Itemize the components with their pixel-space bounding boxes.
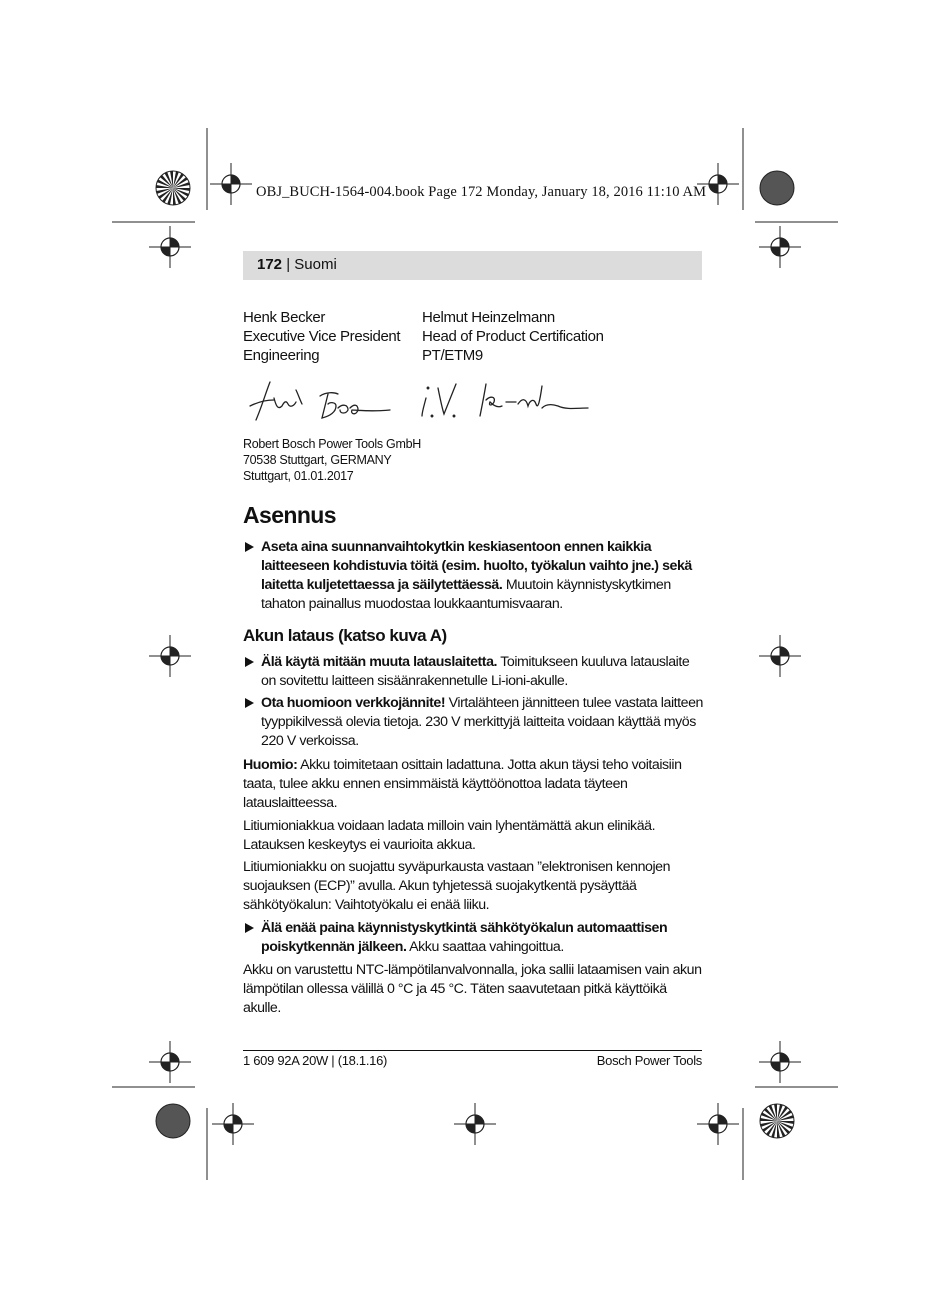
registration-mark-icon	[697, 1103, 739, 1145]
registration-mark-icon	[149, 1041, 191, 1083]
signatory-title: Head of Product Certification	[422, 328, 604, 345]
signatory-title: Executive Vice President	[243, 328, 401, 345]
signatory-name: Helmut Heinzelmann	[422, 309, 555, 326]
paragraph: Akku on varustettu NTC-lämpötilanvalvonnalla, joka sallii lataamisen vain akun lämpötilan ollessa välillä 0 °C ja 45 °C. Täten saavutetaan pitkä käyttöikä akulle.	[243, 962, 702, 1016]
signature-right	[422, 384, 588, 417]
gray-patch-icon	[156, 1104, 190, 1138]
signatory-name: Henk Becker	[243, 309, 326, 326]
company-address	[243, 436, 421, 484]
page-header	[243, 251, 702, 280]
bullet-arrow-icon	[245, 657, 254, 667]
footer-brand: Bosch Power Tools	[596, 1053, 702, 1068]
header-separator: |	[286, 256, 291, 273]
footer-rule	[243, 1050, 702, 1051]
company-city: 70538 Stuttgart, GERMANY	[243, 453, 392, 467]
registration-mark-icon	[210, 163, 252, 205]
file-slug: OBJ_BUCH-1564-004.book Page 172 Monday, January 18, 2016 11:10 AM	[256, 184, 707, 200]
page-number: 172	[257, 256, 283, 273]
registration-mark-icon	[149, 226, 191, 268]
registration-mark-icon	[454, 1103, 496, 1145]
registration-mark-icon	[212, 1103, 254, 1145]
footer-doc-number: 1 609 92A 20W | (18.1.16)	[243, 1053, 388, 1068]
list-item: Aseta aina suunnanvaihtokytkin keskiasentoon ennen kaikkia laitteeseen kohdistuvia töitä (esim. huolto, työkalun vaihto jne.) sekä laitetta kuljetettaessa ja säilytettäessä. Muutoin käynnistyskytkimen tahaton painallus muodostaa loukkaantumisvaaran.	[243, 538, 705, 614]
star-target-icon	[760, 1104, 794, 1138]
list-item: Älä enää paina käynnistyskytkintä sähkötyökalun automaattisen poiskytkennän jälkeen. Akku saattaa vahingoittua.	[243, 919, 705, 957]
bullet-arrow-icon	[245, 542, 254, 552]
section-heading-akun-lataus: Akun lataus (katso kuva A)	[243, 626, 447, 645]
signatory-dept: Engineering	[243, 347, 320, 364]
signatory-right	[422, 308, 604, 365]
list-item: Älä käytä mitään muuta latauslaitetta. Toimitukseen kuuluva latauslaite on sovitettu laitteen sisäänrakennetulle Li-ioni-akulle.	[243, 653, 705, 691]
signatory-dept: PT/ETM9	[422, 347, 483, 364]
paragraph: Litiumioniakku on suojattu syväpurkausta vastaan ”elektronisen kennojen suojauksen (ECP)” avulla. Akun tyhjetessä suojakytkentä pysäyttää sähkötyökalun: Vaihtotyökalu ei enää liiku.	[243, 859, 671, 913]
gray-patch-icon	[760, 171, 794, 205]
registration-mark-icon	[759, 635, 801, 677]
section-heading-asennus: Asennus	[243, 502, 336, 528]
bullet-arrow-icon	[245, 698, 254, 708]
signatory-left	[243, 308, 400, 365]
bullet-arrow-icon	[245, 923, 254, 933]
issue-place-date: Stuttgart, 01.01.2017	[243, 469, 354, 483]
list-item: Ota huomioon verkkojännite! Virtalähteen jännitteen tulee vastata laitteen tyyppikilvessä olevia tietoja. 230 V merkittyjä laitteita voidaan käyttää myös 220 V verkoissa.	[243, 694, 705, 751]
registration-mark-icon	[149, 635, 191, 677]
header-section: Suomi	[294, 256, 337, 273]
star-target-icon	[156, 171, 190, 205]
registration-mark-icon	[759, 226, 801, 268]
signatures	[240, 376, 600, 426]
company-name: Robert Bosch Power Tools GmbH	[243, 437, 421, 451]
note-paragraph: Huomio: Akku toimitetaan osittain ladattuna. Jotta akun täysi teho voitaisiin taata, tulee akku ennen ensimmäistä käyttöönottoa ladata täyteen latauslaitteessa.	[243, 757, 682, 811]
signature-left	[250, 382, 390, 420]
registration-mark-icon	[759, 1041, 801, 1083]
paragraph: Litiumioniakkua voidaan ladata milloin vain lyhentämättä akun elinikää. Latauksen keskeytys ei vaurioita akkua.	[243, 818, 656, 853]
